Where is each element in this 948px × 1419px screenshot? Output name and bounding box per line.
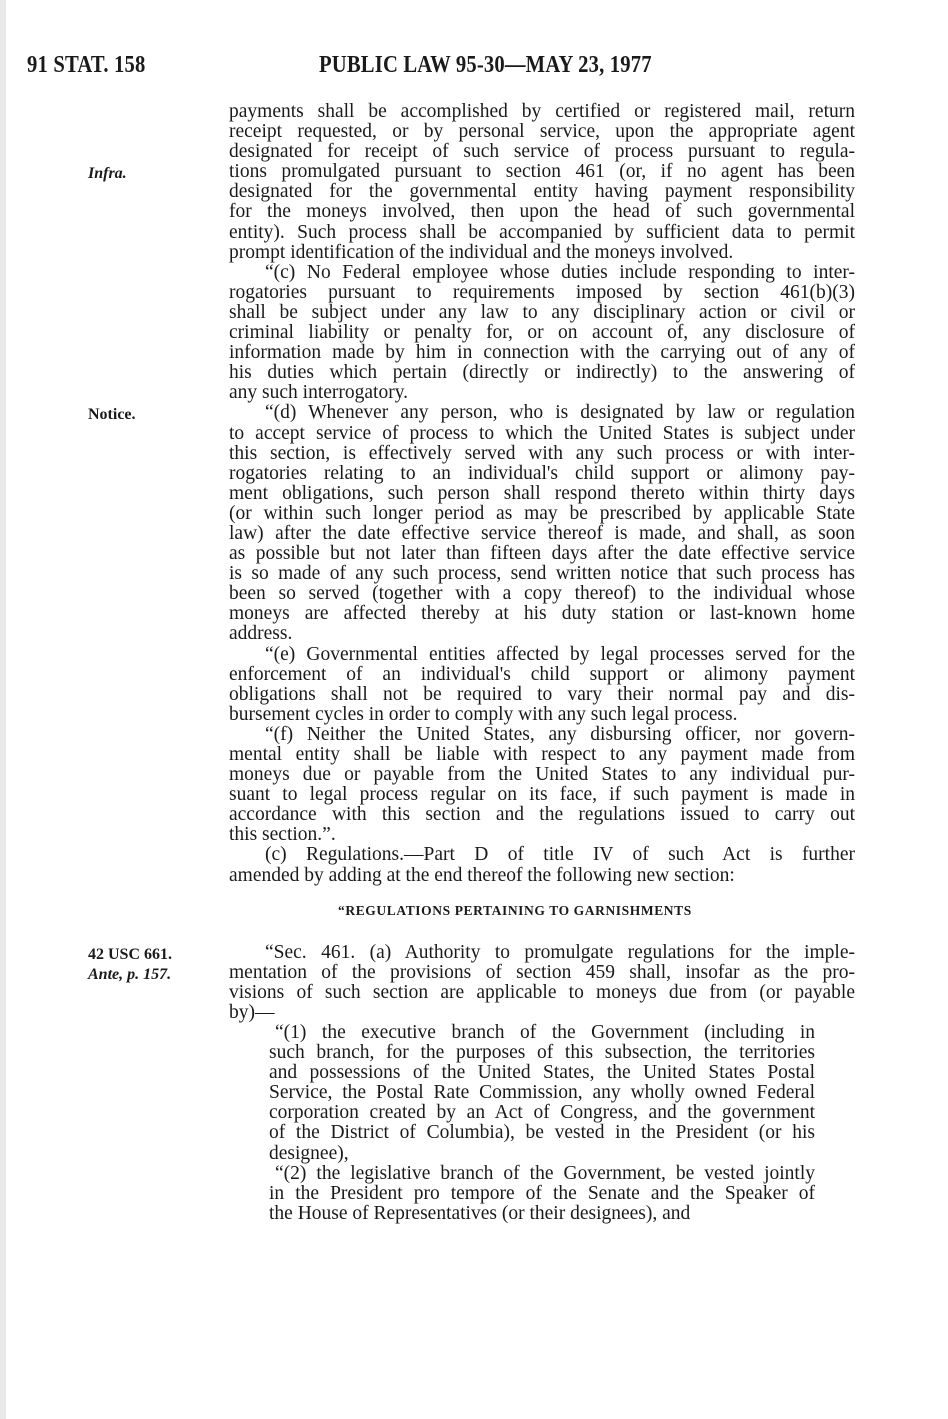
margin-note-usc: 42 USC 661. bbox=[88, 946, 173, 963]
text-line: this section.”. bbox=[229, 824, 336, 846]
text-line: mental entity shall be liable with respect to any payment made from bbox=[229, 744, 855, 765]
text-line: is so made of any such process, send written notice that such process has bbox=[229, 563, 855, 585]
text-line: mentation of the provisions of section 459 shall, insofar as the pro- bbox=[229, 962, 855, 984]
text-line: any such interrogatory. bbox=[229, 382, 409, 404]
text-line: moneys are affected thereby at his duty station or last-known home bbox=[229, 603, 855, 625]
text-line: been so served (together with a copy thereof) to the individual whose bbox=[229, 583, 855, 605]
text-line: the House of Representatives (or their designees), and bbox=[269, 1202, 691, 1224]
text-line: as possible but not later than fifteen days after the date effective service bbox=[229, 543, 855, 565]
paragraph bbox=[229, 725, 855, 846]
text-line: enforcement of an individual's child support or alimony payment bbox=[229, 663, 855, 685]
text-line: this section, is effectively served with any such process or with inter- bbox=[229, 442, 855, 464]
text-line: amended by adding at the end thereof the following new section: bbox=[229, 864, 735, 886]
text-line: rogatories relating to an individual's child support or alimony pay- bbox=[229, 462, 855, 484]
section-461-text bbox=[229, 943, 855, 1023]
text-line: corporation created by an Act of Congress, and the government bbox=[269, 1102, 815, 1124]
text-line: designated for receipt of such service of process pursuant to regula- bbox=[229, 141, 855, 163]
text-line: for the moneys involved, then upon the head of such governmental bbox=[229, 201, 855, 223]
text-line: visions of such section are applicable to moneys due from (or payable bbox=[229, 982, 855, 1004]
text-line: shall be subject under any law to any disciplinary action or civil or bbox=[229, 301, 855, 323]
body-text-top bbox=[229, 102, 855, 886]
paragraph bbox=[229, 1164, 815, 1224]
text-line: by)— bbox=[229, 1002, 275, 1024]
text-line: prompt identification of the individual and the moneys involved. bbox=[229, 241, 734, 263]
text-line: designee), bbox=[269, 1142, 349, 1164]
paragraph bbox=[229, 263, 855, 404]
text-line: in the President pro tempore of the Senate and the Speaker of bbox=[269, 1182, 815, 1204]
text-line: (or within such longer period as may be prescribed by applicable State bbox=[229, 502, 855, 524]
paragraph bbox=[229, 1023, 815, 1164]
margin-note-ante: Ante, p. 157. bbox=[88, 966, 172, 983]
section-heading: “REGULATIONS PERTAINING TO GARNISHMENTS bbox=[338, 903, 692, 918]
text-line: rogatories pursuant to requirements imposed by section 461(b)(3) bbox=[229, 281, 855, 303]
text-line: bursement cycles in order to comply with any such legal process. bbox=[229, 703, 738, 725]
text-line: “(c) No Federal employee whose duties include responding to inter- bbox=[265, 261, 855, 283]
paragraph bbox=[229, 943, 855, 1023]
text-line: “(e) Governmental entities affected by legal processes served for the bbox=[265, 643, 855, 665]
margin-note-infra: Infra. bbox=[88, 165, 127, 182]
text-line: suant to legal process regular on its face, if such payment is made in bbox=[229, 784, 855, 806]
text-line: receipt requested, or by personal service, upon the appropriate agent bbox=[229, 121, 855, 143]
margin-note-notice: Notice. bbox=[88, 406, 136, 423]
text-line: to accept service of process to which the United States is subject under bbox=[229, 422, 855, 444]
paragraph bbox=[229, 845, 855, 885]
text-line: criminal liability or penalty for, or on account of, any disclosure of bbox=[229, 322, 855, 344]
text-line: information made by him in connection with the carrying out of any of bbox=[229, 342, 855, 364]
text-line: obligations shall not be required to vary their normal pay and dis- bbox=[229, 683, 855, 705]
text-line: his duties which pertain (directly or indirectly) to the answering of bbox=[229, 362, 855, 384]
text-line: “(f) Neither the United States, any disbursing officer, nor govern- bbox=[265, 723, 855, 745]
text-line: “(2) the legislative branch of the Government, be vested jointly bbox=[275, 1162, 815, 1184]
paragraph bbox=[229, 645, 855, 725]
text-line: “(d) Whenever any person, who is designated by law or regulation bbox=[265, 402, 855, 424]
paragraph bbox=[229, 403, 855, 644]
text-line: law) after the date effective service thereof is made, and shall, as soon bbox=[229, 522, 855, 544]
text-line: address. bbox=[229, 623, 293, 645]
section-461-subparagraphs bbox=[229, 1023, 815, 1224]
text-line: “(1) the executive branch of the Government (including in bbox=[275, 1022, 815, 1043]
text-line: (c) Regulations.—Part D of title IV of such Act is further bbox=[265, 844, 855, 866]
text-line: accordance with this section and the regulations issued to carry out bbox=[229, 804, 855, 826]
text-line: of the District of Columbia), be vested in the President (or his bbox=[269, 1122, 815, 1144]
text-line: such branch, for the purposes of this subsection, the territories bbox=[269, 1042, 815, 1064]
text-line: entity). Such process shall be accompanied by sufficient data to permit bbox=[229, 221, 855, 243]
text-line: ment obligations, such person shall respond thereto within thirty days bbox=[229, 482, 855, 504]
text-line: designated for the governmental entity having payment responsibility bbox=[229, 181, 855, 203]
text-line: and possessions of the United States, the United States Postal bbox=[269, 1062, 815, 1084]
paragraph bbox=[229, 102, 855, 263]
running-title: PUBLIC LAW 95-30—MAY 23, 1977 bbox=[319, 52, 652, 78]
text-line: “Sec. 461. (a) Authority to promulgate regulations for the imple- bbox=[265, 942, 855, 963]
text-line: payments shall be accomplished by certified or registered mail, return bbox=[229, 101, 855, 122]
text-line: Service, the Postal Rate Commission, any wholly owned Federal bbox=[269, 1082, 815, 1104]
text-line: moneys due or payable from the United States to any individual pur- bbox=[229, 764, 855, 786]
statute-page-number: 91 STAT. 158 bbox=[27, 52, 146, 78]
text-line: tions promulgated pursuant to section 461 (or, if no agent has been bbox=[229, 161, 855, 183]
page-edge bbox=[0, 0, 6, 1419]
